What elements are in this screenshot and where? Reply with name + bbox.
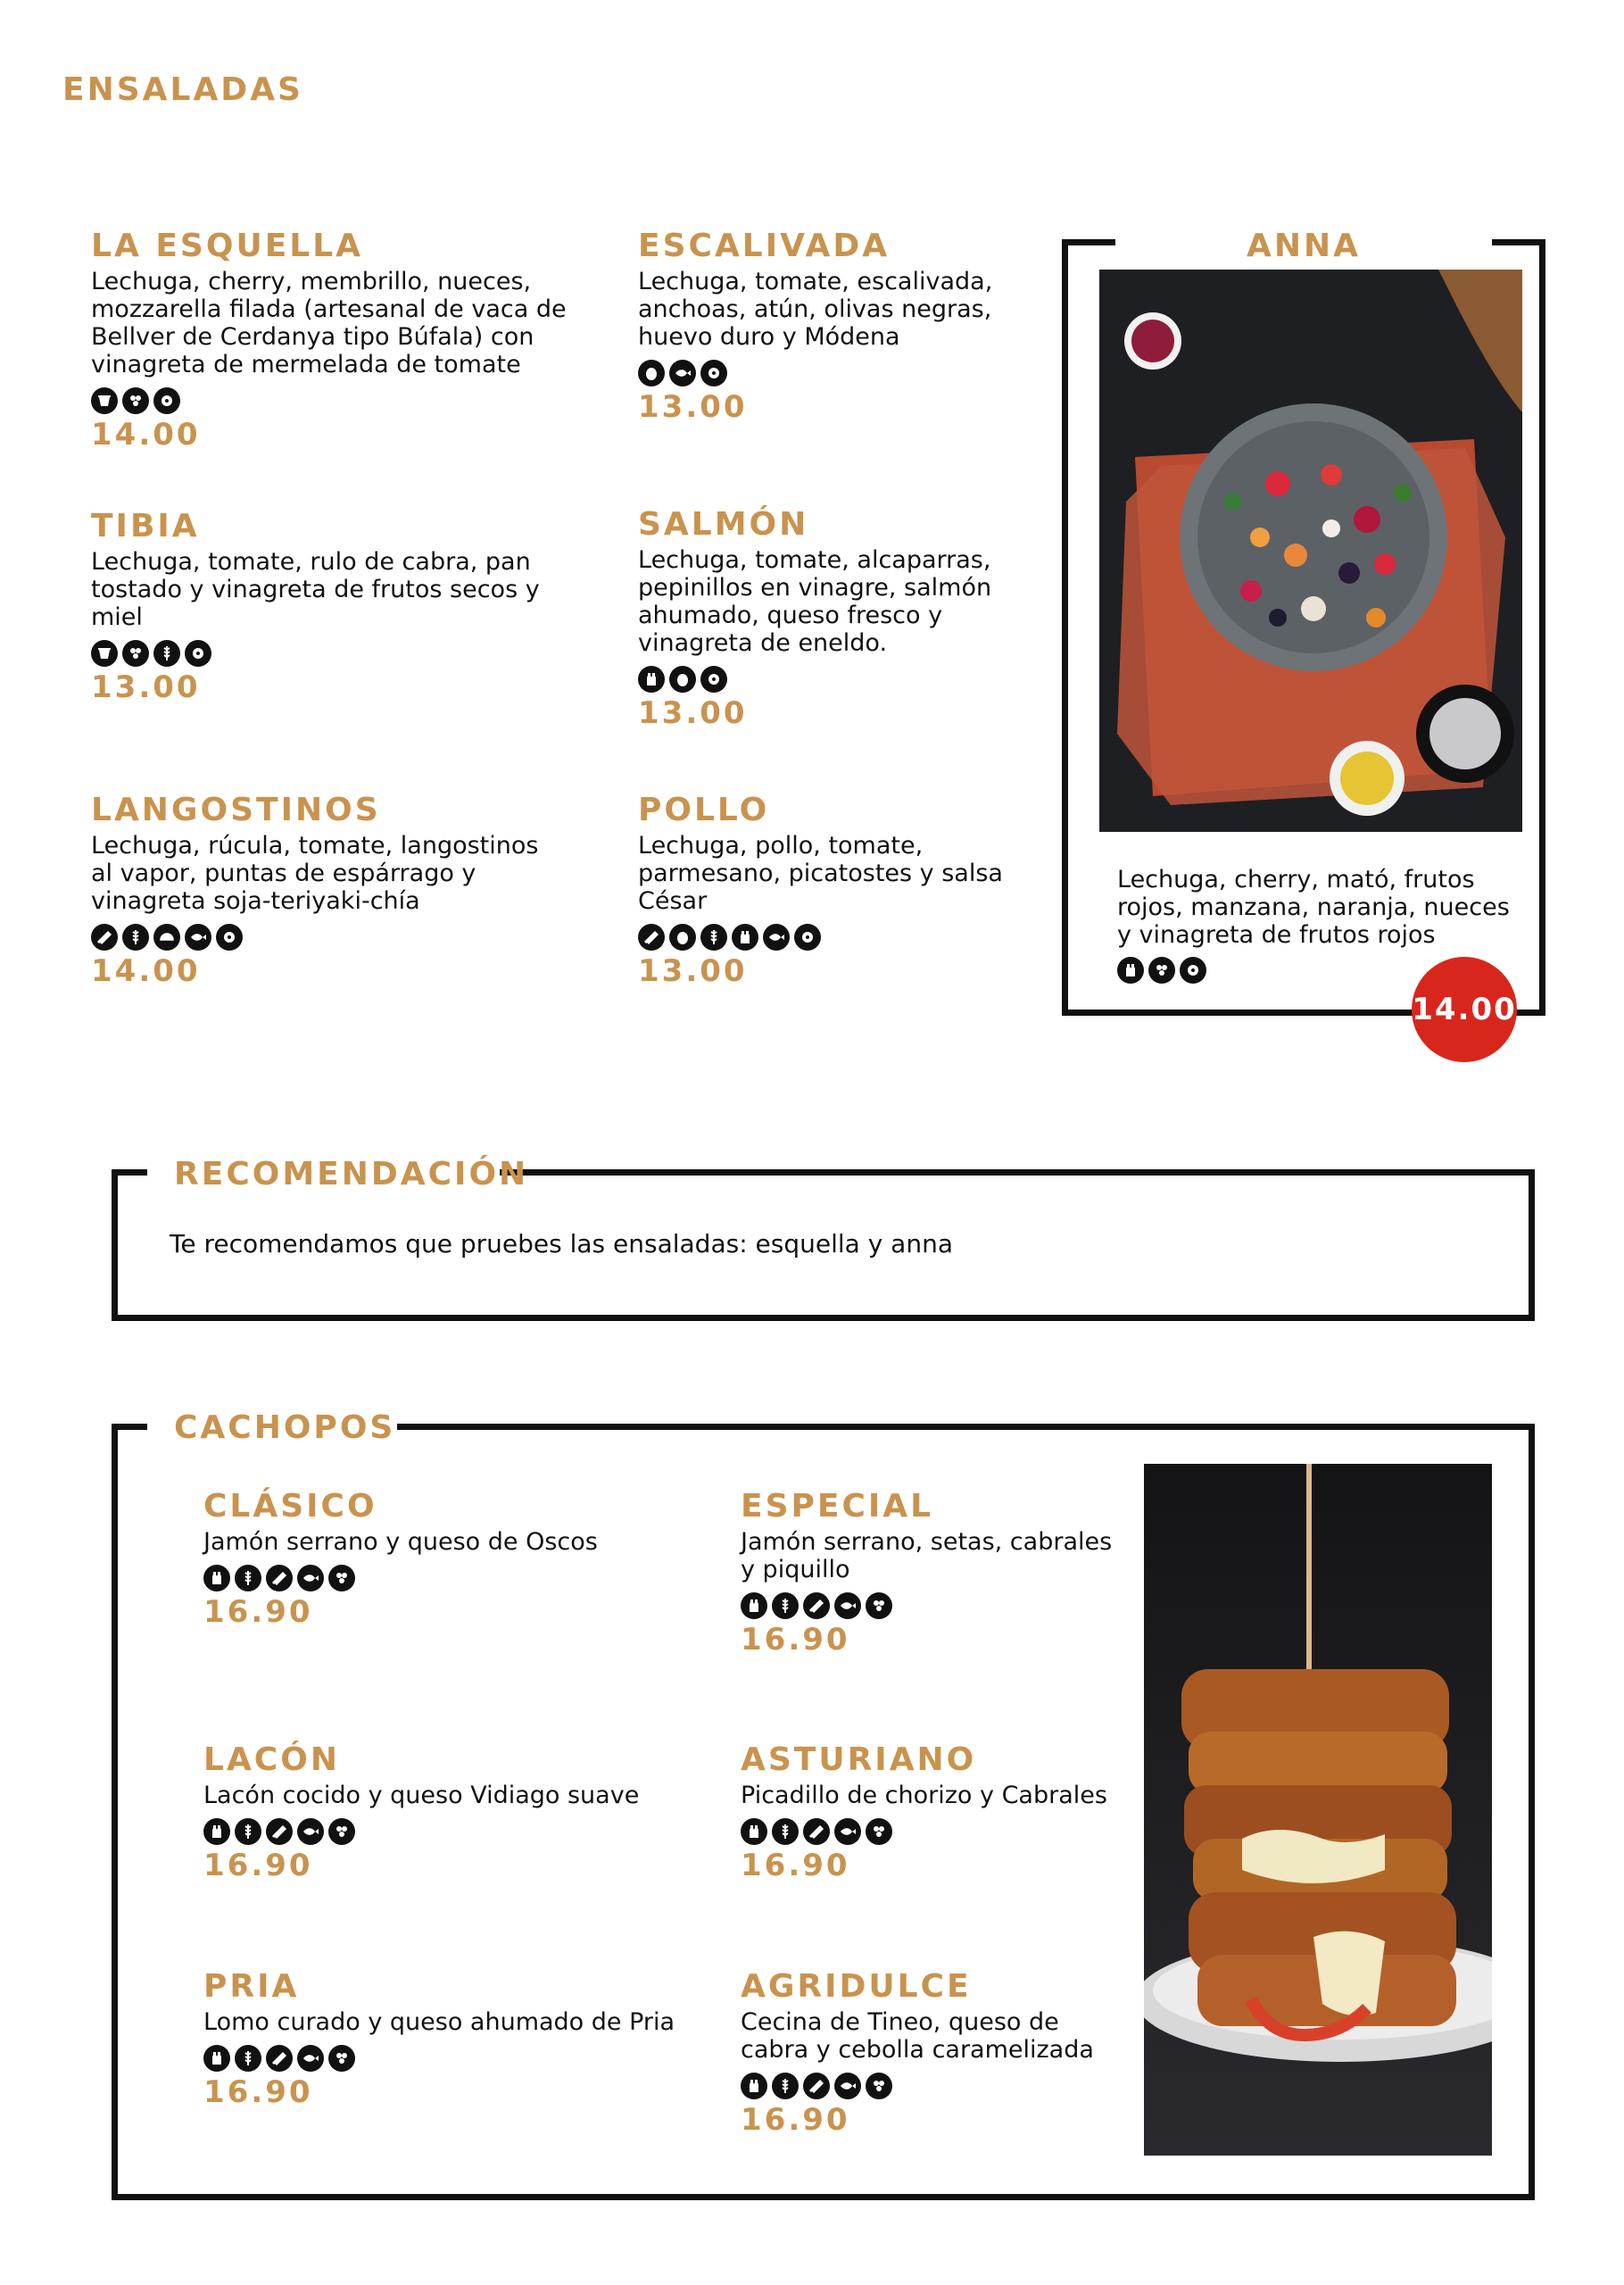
fish-icon (763, 924, 790, 951)
allergen-icons (91, 924, 555, 951)
dish-description: Picadillo de chorizo y Cabrales (741, 1782, 1107, 1809)
dish-name: LANGOSTINOS (91, 792, 381, 828)
featured-allergen-icons (1117, 957, 1206, 984)
dish-price: 16.90 (203, 1594, 313, 1630)
mustard-icon (216, 924, 243, 951)
dish-name: PRIA (203, 1968, 300, 2005)
lactose-icon (638, 666, 665, 693)
featured-price-badge: 14.00 (1412, 957, 1517, 1062)
nuts-icon (328, 1565, 355, 1591)
lactose-icon (741, 2073, 767, 2099)
gluten-icon (235, 1565, 261, 1591)
dish-description: Lechuga, rúcula, tomate, langostinos al vapor, puntas de espárrago y vinagreta soja-teriyaki-chía (91, 832, 539, 915)
fish-icon (669, 360, 696, 386)
mustard-icon (1180, 957, 1206, 984)
dish-price: 16.90 (741, 2102, 850, 2138)
lactose-icon (741, 1818, 767, 1845)
lactose-icon (741, 1592, 767, 1619)
dish-description: Jamón serrano y queso de Oscos (203, 1528, 598, 1556)
gluten-icon (772, 1818, 799, 1845)
dish-escalivada (638, 228, 1031, 424)
dish-description: Lechuga, tomate, escalivada, anchoas, atún, olivas negras, huevo duro y Módena (638, 268, 993, 351)
dish-agridulce (741, 1969, 1124, 2137)
dish-asturiano (741, 1742, 1124, 1882)
gluten-icon (153, 640, 180, 667)
dish-name: TIBIA (91, 508, 200, 544)
celery-icon (266, 1818, 293, 1845)
fish-icon (297, 1818, 324, 1845)
section-title-ensaladas: ENSALADAS (62, 71, 303, 108)
allergen-icons (203, 2045, 703, 2072)
dish-lacon (203, 1742, 703, 1882)
gluten-icon (235, 1818, 261, 1845)
mustard-icon (794, 924, 821, 951)
dish-price: 13.00 (91, 669, 201, 705)
egg-icon (669, 666, 696, 693)
section-title-recomendacion: RECOMENDACIÓN (174, 1156, 529, 1192)
featured-dish-description: Lechuga, cherry, mató, frutos rojos, manzana, naranja, nueces y vinagreta de frutos rojos (1117, 866, 1510, 949)
allergen-icons (203, 1565, 703, 1591)
dish-price: 16.90 (741, 1848, 850, 1883)
fish-icon (297, 1565, 324, 1591)
nuts-icon (866, 1592, 892, 1619)
dish-description: Lechuga, cherry, membrillo, nueces, mozzarella filada (artesanal de vaca de Bellver de Cerdanya tipo Búfala) con vinagreta de mermelada de tomate (91, 268, 567, 378)
celery-icon (91, 924, 118, 951)
dish-name: AGRIDULCE (741, 1968, 972, 2005)
salad-photo (1099, 270, 1522, 832)
lactose-icon (732, 924, 758, 951)
dish-pollo (638, 793, 1022, 988)
fish-icon (834, 2073, 861, 2099)
dish-price: 16.90 (741, 1622, 850, 1658)
egg-icon (669, 924, 696, 951)
dish-description: Lechuga, tomate, rulo de cabra, pan tostado y vinagreta de frutos secos y miel (91, 548, 540, 631)
dish-name: LACÓN (203, 1741, 340, 1778)
lactose-icon (1117, 957, 1144, 984)
section-title-cachopos: CACHOPOS (174, 1409, 396, 1446)
dish-clasico (203, 1489, 703, 1629)
shell-icon (91, 387, 118, 414)
dish-name: ESPECIAL (741, 1488, 934, 1525)
allergen-icons (741, 2073, 1124, 2099)
dish-description: Lomo curado y queso ahumado de Pria (203, 2008, 675, 2036)
dish-name: SALMÓN (638, 506, 809, 543)
allergen-icons (203, 1818, 703, 1845)
dish-price: 13.00 (638, 695, 748, 731)
dish-la-esquella (91, 228, 626, 452)
gluten-icon (235, 2045, 261, 2072)
mustard-icon (153, 387, 180, 414)
dish-name: CLÁSICO (203, 1488, 377, 1525)
lactose-icon (203, 1565, 230, 1591)
nuts-icon (866, 2073, 892, 2099)
dish-name: POLLO (638, 792, 770, 828)
allergen-icons (638, 924, 1022, 951)
fish-icon (297, 2045, 324, 2072)
dish-description: Jamón serrano, setas, cabrales y piquillo (741, 1528, 1113, 1583)
dish-langostinos (91, 793, 555, 988)
nuts-icon (122, 640, 149, 667)
dish-description: Lechuga, tomate, alcaparras, pepinillos en vinagre, salmón ahumado, queso fresco y vinagreta de eneldo. (638, 546, 992, 657)
dish-description: Lechuga, pollo, tomate, parmesano, picatostes y salsa César (638, 832, 1003, 915)
nuts-icon (328, 1818, 355, 1845)
lactose-icon (203, 2045, 230, 2072)
nuts-icon (866, 1818, 892, 1845)
mustard-icon (700, 360, 727, 386)
mustard-icon (185, 640, 211, 667)
dish-especial (741, 1489, 1115, 1657)
celery-icon (803, 1592, 830, 1619)
fish-icon (834, 1592, 861, 1619)
dish-name: ASTURIANO (741, 1741, 977, 1778)
dish-price: 14.00 (91, 417, 201, 453)
mustard-icon (700, 666, 727, 693)
nuts-icon (328, 2045, 355, 2072)
gluten-icon (700, 924, 727, 951)
dish-price: 13.00 (638, 389, 748, 425)
featured-dish-name: ANNA (1247, 228, 1361, 264)
dish-pria (203, 1969, 703, 2109)
celery-icon (266, 2045, 293, 2072)
allergen-icons (741, 1592, 1115, 1619)
allergen-icons (91, 387, 626, 414)
egg-icon (638, 360, 665, 386)
celery-icon (266, 1565, 293, 1591)
allergen-icons (741, 1818, 1124, 1845)
celery-icon (638, 924, 665, 951)
dish-salmon (638, 507, 1057, 730)
celery-icon (803, 1818, 830, 1845)
lactose-icon (203, 1818, 230, 1845)
dish-price: 16.90 (203, 1848, 313, 1883)
shellfish-icon (153, 924, 180, 951)
celery-icon (803, 2073, 830, 2099)
dish-name: ESCALIVADA (638, 228, 891, 264)
fish-icon (185, 924, 211, 951)
dish-price: 13.00 (638, 953, 748, 989)
shell-icon (91, 640, 118, 667)
gluten-icon (772, 2073, 799, 2099)
allergen-icons (638, 666, 1057, 693)
dish-name: LA ESQUELLA (91, 228, 364, 264)
cachopo-photo (1144, 1464, 1492, 2156)
fish-icon (834, 1818, 861, 1845)
gluten-icon (122, 924, 149, 951)
allergen-icons (91, 640, 555, 667)
dish-description: Lacón cocido y queso Vidiago suave (203, 1782, 640, 1809)
gluten-icon (772, 1592, 799, 1619)
nuts-icon (1148, 957, 1175, 984)
dish-tibia (91, 509, 555, 704)
dish-price: 14.00 (91, 953, 201, 989)
allergen-icons (638, 360, 1031, 386)
recommendation-text: Te recomendamos que pruebes las ensaladas: esquella y anna (170, 1229, 953, 1259)
nuts-icon (122, 387, 149, 414)
dish-price: 16.90 (203, 2074, 313, 2110)
dish-description: Cecina de Tineo, queso de cabra y cebolla caramelizada (741, 2008, 1094, 2064)
